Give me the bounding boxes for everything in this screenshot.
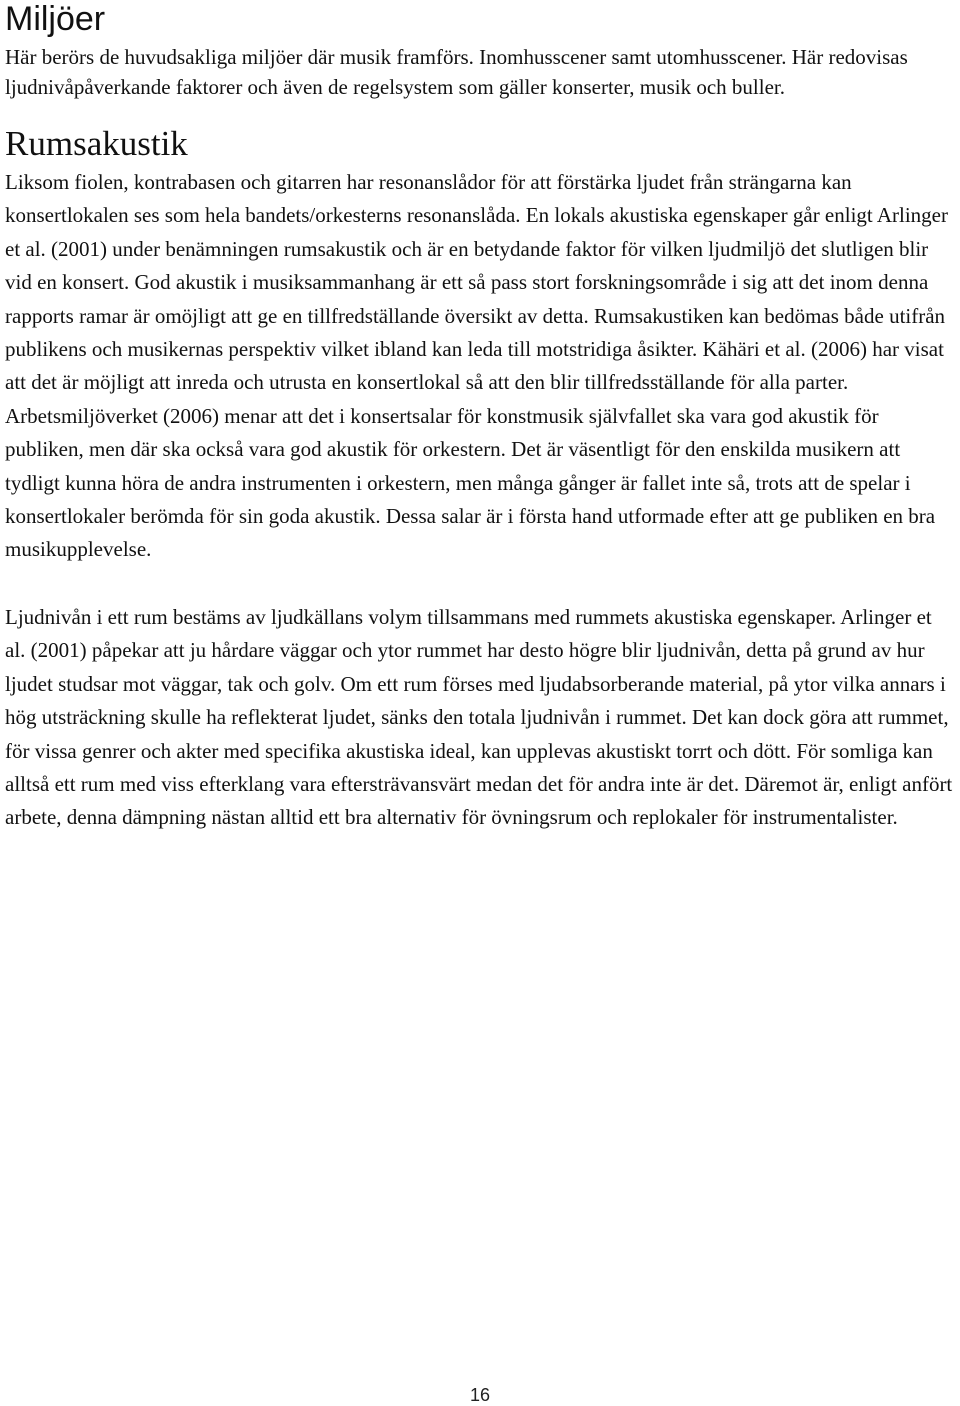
section-heading-miljoer: Miljöer bbox=[5, 0, 106, 38]
paragraph-rumsakustik: Liksom fiolen, kontrabasen och gitarren har resonanslådor för att förstärka ljudet från strängarna kan konsertlokalen ses som hela bandets/orkesterns resonanslåda. En lokals akustiska egenskaper går enligt Arlinger et al. (2001) under benämningen rumsakustik och är en betydande faktor för vilken ljudmiljö det slutligen blir vid en konsert. God akustik i musiksammanhang är ett så pass stort forskningsområde i sig att det inom denna rapports ramar är omöjligt att ge en tillfredställande översikt av detta. Rumsakustiken kan bedömas både utifrån publikens och musikernas perspektiv vilket ibland kan leda till motstridiga åsikter. Kähäri et al. (2006) har visat att det är möjligt att inreda och utrusta en konsertlokal så att den blir tillfredsställande för alla parter. Arbetsmiljöverket (2006) menar att det i konsertsalar för konstmusik självfallet ska vara god akustik för publiken, men där ska också vara god akustik för orkestern. Det är väsentligt för den enskilda musikern att tydligt kunna höra de andra instrumenten i orkestern, men många gånger är fallet inte så, trots att de spelar i konsertlokaler berömda för sin goda akustik. Dessa salar är i första hand utformade efter att ge publiken en bra musikupplevelse. bbox=[5, 170, 948, 562]
section-heading-rumsakustik: Rumsakustik bbox=[5, 124, 188, 163]
intro-paragraph: Här berörs de huvudsakliga miljöer där musik framförs. Inomhusscener samt utomhusscener. Här redovisas ljudnivåpåverkande faktorer och även de regelsystem som gäller konserter, musik och buller. bbox=[5, 45, 908, 99]
paragraph-ljudnivan: Ljudnivån i ett rum bestäms av ljudkällans volym tillsammans med rummets akustiska egenskaper. Arlinger et al. (2001) påpekar att ju hårdare väggar och ytor rummet har desto högre blir ljudnivån, detta på grund av hur ljudet studsar mot väggar, tak och golv. Om ett rum förses med ljudabsorberande material, på ytor vilka annars i hög utsträckning skulle ha reflekterat ljudet, sänks den totala ljudnivån i rummet. Det kan dock göra att rummet, för vissa genrer och akter med specifika akustiska ideal, kan upplevas akustiskt torrt och dött. För somliga kan alltså ett rum med viss efterklang vara eftersträvansvärt medan det för andra inte är det. Däremot är, enligt anfört arbete, denna dämpning nästan alltid ett bra alternativ för övningsrum och replokaler för instrumentalister. bbox=[5, 604, 953, 830]
page-number: 16 bbox=[469, 1385, 491, 1405]
document-page bbox=[5, 0, 955, 835]
